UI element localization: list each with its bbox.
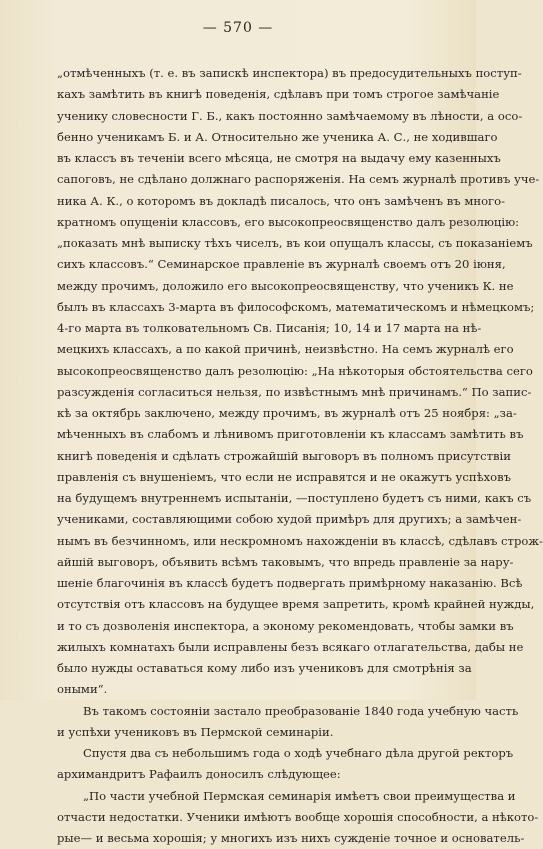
text-line: отсутствія отъ классовъ на будущее время запретить, кромѣ крайней нужды, (57, 597, 535, 612)
text-line: сапоговъ, не сдѣлано должнаго распоряженія. На семъ журналѣ противъ уче- (57, 172, 540, 187)
text-line: учениками, составляющими собою худой примѣръ для другихъ; а замѣчен- (57, 512, 522, 527)
text-line: правленія съ внушеніемъ, что если не исправятся и не окажутъ успѣховъ (57, 469, 512, 484)
text-line: „показать мнѣ выписку тѣхъ чиселъ, въ кои опущалъ классы, съ показаніемъ (57, 236, 533, 250)
text-line: архимандритъ Рафаилъ доносилъ слѣдующее: (57, 767, 341, 782)
text-line: жилыхъ комнатахъ были исправлены безъ всякаго отлагательства, дабы не (57, 639, 524, 654)
text-line: сихъ классовъ.“ Семинарское правленіе въ журналѣ своемъ отъ 20 іюня, (57, 257, 506, 272)
page-number: — 570 — (202, 20, 274, 36)
text-line: и то съ дозволенія инспектора, а эконому рекомендовать, чтобы замки въ (57, 618, 514, 633)
text-line: мѣченныхъ въ слабомъ и лѣнивомъ приготовленіи къ классамъ замѣтить въ (57, 427, 524, 442)
text-line: Въ такомъ состояніи застало преобразованіе 1840 года учебную часть (83, 703, 519, 718)
text-line: разсужденія согласиться нельзя, по извѣстнымъ мнѣ причинамъ.“ По запис- (57, 384, 532, 399)
text-line: былъ въ классахъ 3-марта въ философскомъ, математическомъ и нѣмецкомъ; (57, 299, 535, 314)
text-line: между прочимъ, доложило его высокопреосвященству, что ученикъ К. не (57, 278, 514, 293)
text-line: и успѣхи учениковъ въ Пермской семинаріи. (57, 724, 334, 739)
text-line: „По части учебной Пермская семинарія имѣетъ свои преимущества и (83, 788, 516, 803)
text-line: высокопреосвященство далъ резолюцію: „На нѣкоторыя обстоятельства сего (57, 363, 533, 378)
text-line: книгѣ поведенія и сдѣлать строжайшій выговоръ въ полномъ присутствіи (57, 448, 511, 463)
text-line: было нужды оставаться кому либо изъ учениковъ для смотрѣнія за (57, 661, 472, 675)
text-line: Спустя два съ небольшимъ года о ходѣ учебнаго дѣла другой ректоръ (83, 746, 514, 760)
text-line: бенно ученикамъ Б. и А. Относительно же ученика А. С., не ходившаго (57, 129, 498, 144)
text-line: въ классъ въ теченіи всего мѣсяца, не смотря на выдачу ему казенныхъ (57, 151, 501, 165)
text-line: шеніе благочинія въ классѣ будетъ подвергать примѣрному наказанію. Всѣ (57, 576, 523, 590)
text-line: ученику словесности Г. Б., какъ постоянно замѣчаемому въ лѣности, а осо- (57, 108, 523, 123)
text-line: кратномъ опущеніи классовъ, его высокопреосвященство далъ резолюцію: (57, 214, 520, 229)
body-text (57, 63, 543, 849)
text-line: кахъ замѣтить въ книгѣ поведенія, сдѣлавъ при томъ строгое замѣчаніе (57, 87, 500, 102)
text-line: на будущемъ внутреннемъ испытаніи, —поступлено будетъ съ ними, какъ съ (57, 491, 532, 505)
text-line: оными“. (57, 682, 108, 697)
text-line: кѣ за октябрь заключено, между прочимъ, въ журналѣ отъ 25 ноября: „за- (57, 406, 517, 420)
text-line: ника А. К., о которомъ въ докладѣ писалось, что онъ замѣченъ въ много- (57, 193, 506, 208)
text-line: айшій выговоръ, объявить всѣмъ таковымъ, что впредь правленіе за нару- (57, 554, 514, 569)
text-line: мецкихъ классахъ, а по какой причинѣ, неизвѣстно. На семъ журналѣ его (57, 342, 514, 357)
text-line: 4-го марта въ толковательномъ Св. Писанія; 10, 14 и 17 марта на нѣ- (57, 321, 482, 335)
text-line: „отмѣченныхъ (т. е. въ запискѣ инспектора) въ предосудительныхъ поступ- (57, 66, 522, 80)
text-line: нымъ въ безчинномъ, или нескромномъ нахожденіи въ классѣ, сдѣлавъ строж- (57, 533, 543, 548)
text-line: рые— и весьма хорошія; у многихъ изъ нихъ сужденіе точное и основатель- (57, 831, 525, 845)
text-line: отчасти недостатки. Ученики имѣютъ вообще хорошія способности, а нѣкото- (57, 809, 539, 824)
